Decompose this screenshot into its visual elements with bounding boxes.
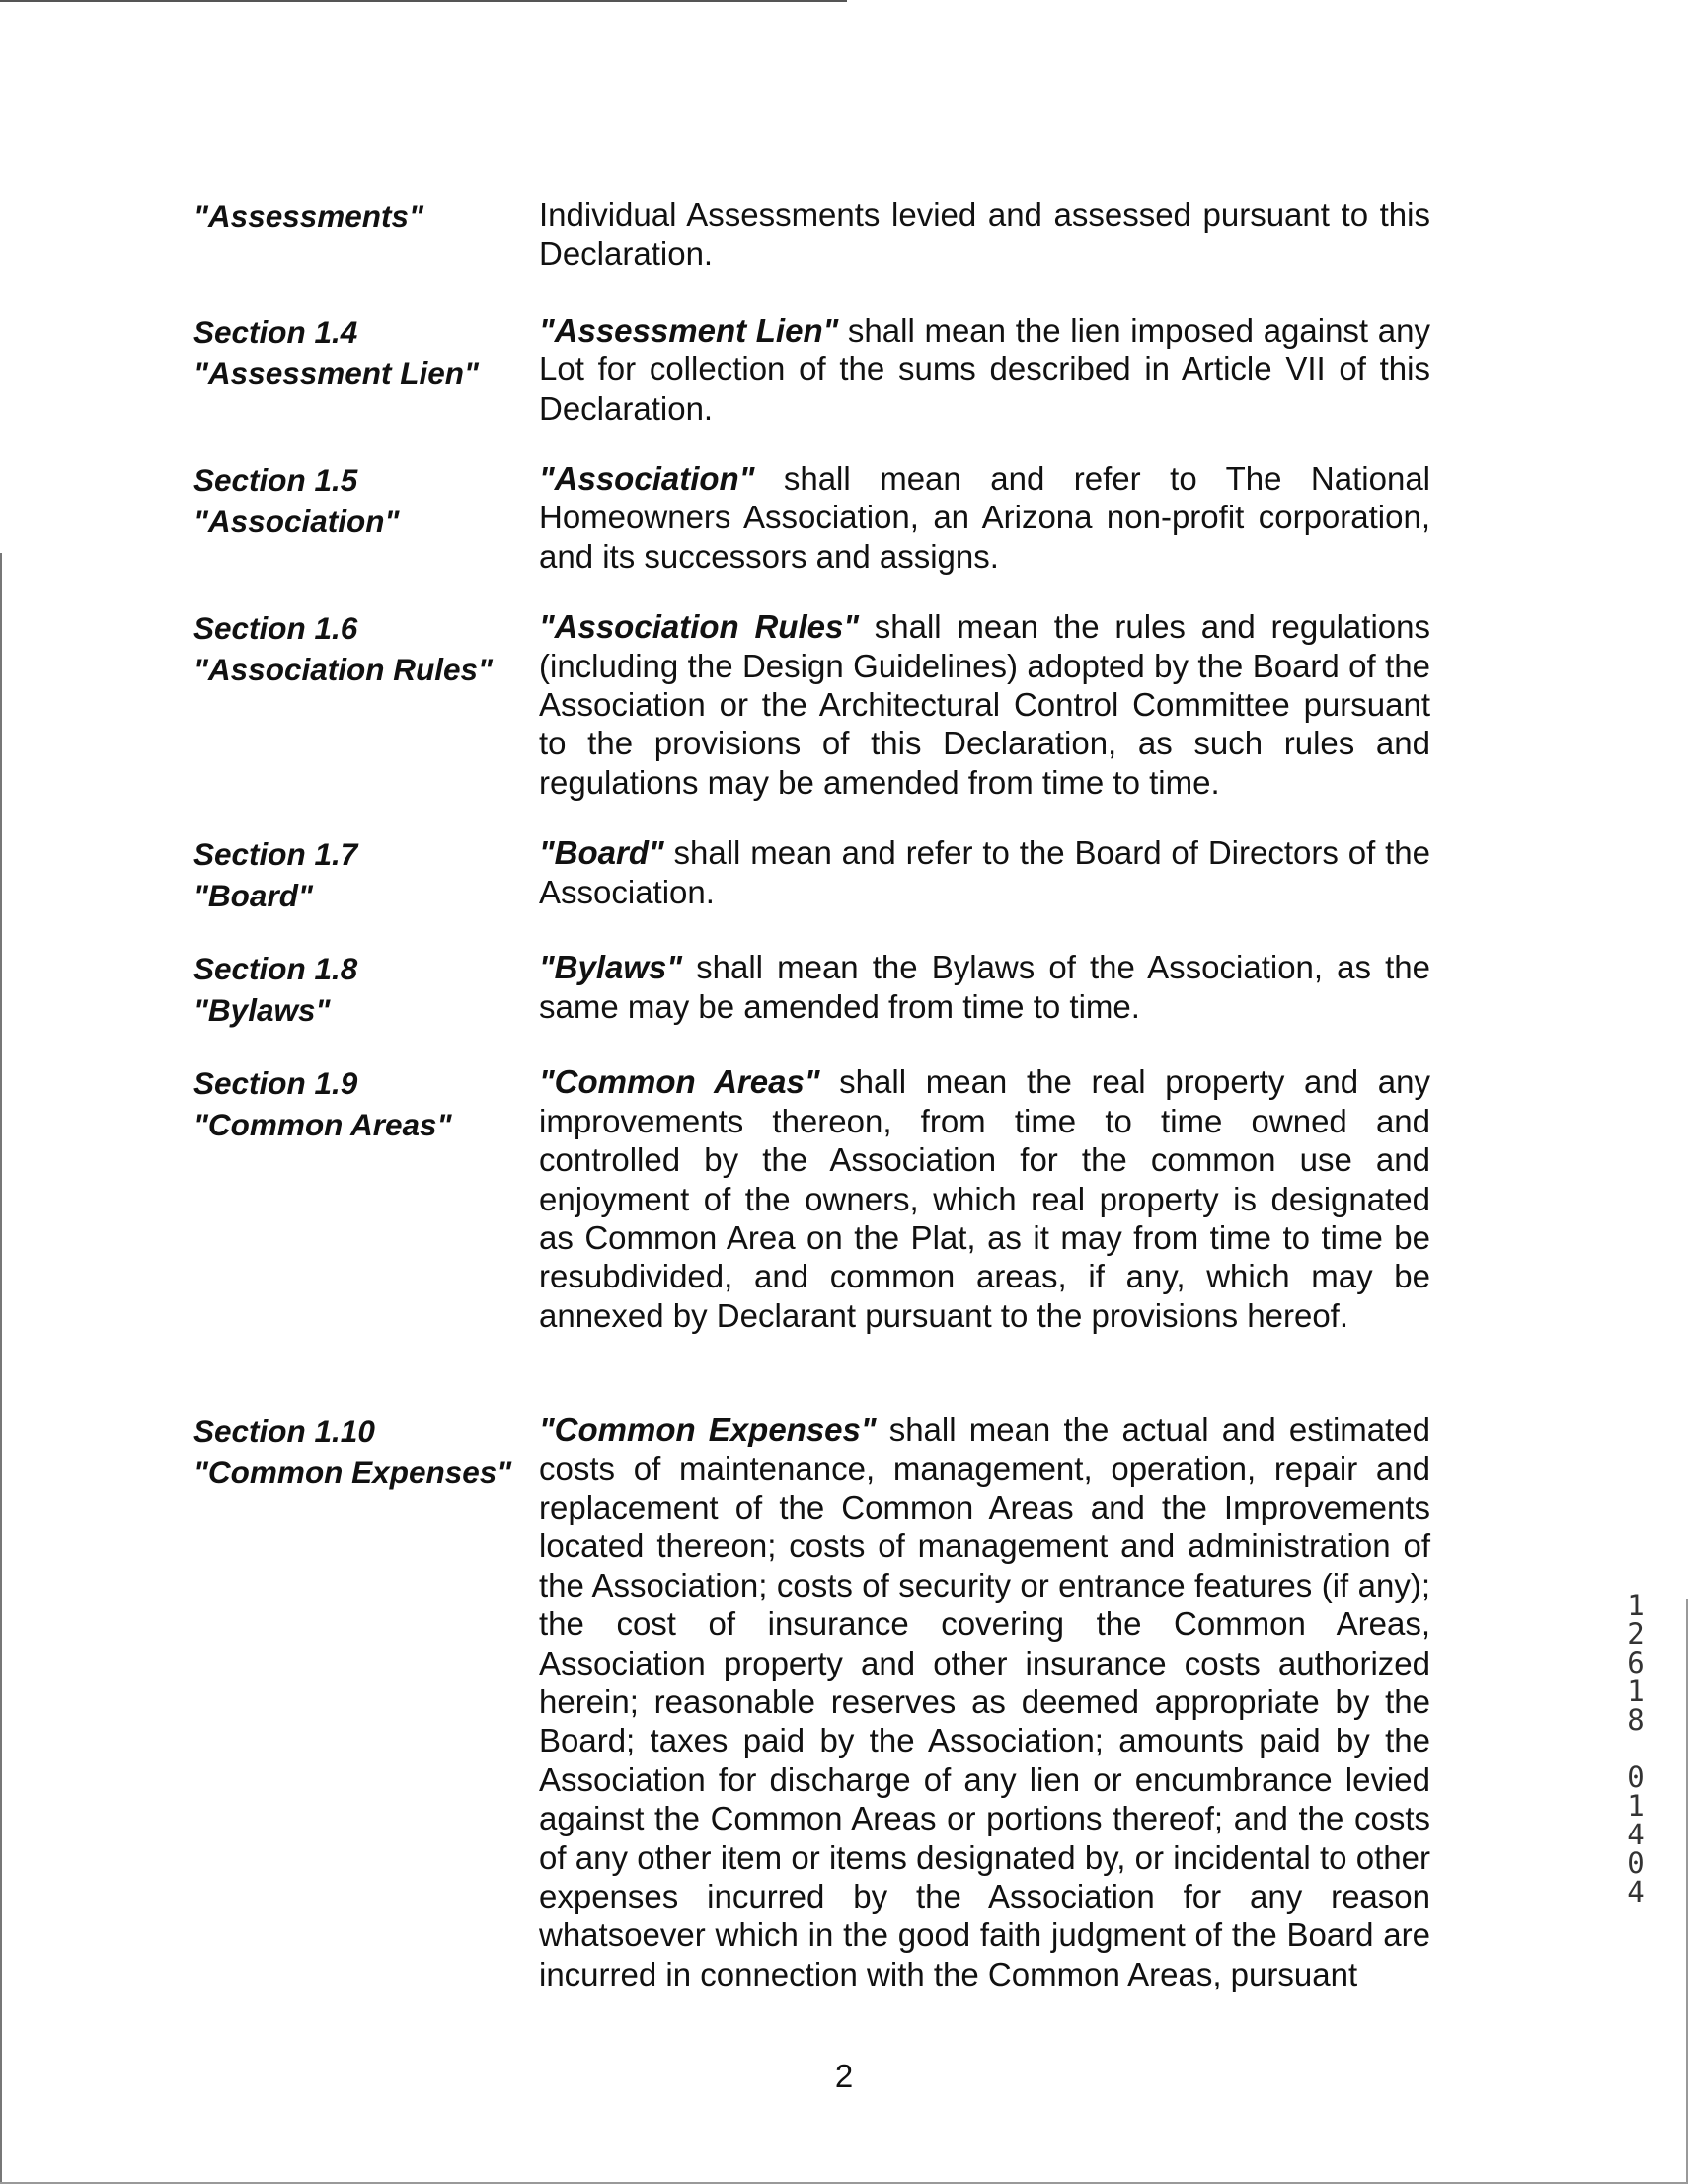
- definition-entry-board: [193, 833, 1437, 916]
- definition-term: "Common Expenses": [193, 1454, 512, 1491]
- definition-entry-assessment-lien: [193, 311, 1437, 428]
- definition-text: "Bylaws" shall mean the Bylaws of the Association, as the same may be amended from time to time.: [539, 949, 1430, 1025]
- section-number: Section 1.4: [193, 313, 358, 350]
- definition-entry-common-expenses: [193, 1410, 1437, 1993]
- scan-top-edge-line: [0, 0, 847, 2]
- definition-text: "Board" shall mean and refer to the Board of Directors of the Association.: [539, 834, 1430, 910]
- definition-term: "Common Areas": [193, 1107, 452, 1143]
- defined-term: "Association Rules": [539, 608, 859, 646]
- stamp-digit: 1: [1627, 1789, 1645, 1823]
- definition-text: "Association" shall mean and refer to The National Homeowners Association, an Arizona non-profit corporation, and its successors and assigns.: [539, 460, 1430, 575]
- definition-term: "Assessments": [193, 198, 423, 234]
- defined-term: "Association": [539, 460, 755, 498]
- definition-entry-association: [193, 459, 1437, 576]
- definition-term: "Bylaws": [193, 992, 331, 1029]
- definition-entry-association-rules: [193, 607, 1437, 802]
- definition-heading: [193, 459, 539, 542]
- defined-term: "Common Areas": [539, 1063, 820, 1101]
- definition-heading: [193, 195, 539, 237]
- section-number: Section 1.6: [193, 610, 358, 647]
- stamp-digit: 4: [1627, 1875, 1645, 1909]
- section-number: Section 1.9: [193, 1065, 358, 1102]
- definition-term: "Association Rules": [193, 652, 493, 688]
- definition-entry-assessments: [193, 195, 1437, 273]
- scan-left-edge-line: [0, 553, 2, 2184]
- definition-term: "Association": [193, 504, 400, 540]
- definition-entry-bylaws: [193, 948, 1437, 1031]
- definitions-list: [193, 195, 1437, 1993]
- stamp-digit: 1: [1627, 1675, 1645, 1708]
- defined-term: "Assessment Lien": [539, 311, 839, 349]
- definition-text: "Common Areas" shall mean the real property and any improvements thereon, from time to time owned and controlled by the Association for the common use and enjoyment of the owners, which real property is designated as Common Area on the Plat, as it may from time to time be resubdivided, and common areas, if any, which may be annexed by Declarant pursuant to the provisions hereof.: [539, 1063, 1430, 1334]
- definition-heading: [193, 607, 539, 690]
- page-number: 2: [834, 2058, 854, 2094]
- definition-text: Individual Assessments levied and assessed pursuant to this Declaration.: [539, 196, 1430, 273]
- definition-text: "Association Rules" shall mean the rules and regulations (including the Design Guidelines) adopted by the Board of the Association or the Architectural Control Committee pursuant to the provisions of this Declaration, as such rules and regulations may be amended from time to time.: [539, 608, 1430, 801]
- stamp-digit: 1: [1627, 1589, 1645, 1622]
- definition-entry-common-areas: [193, 1062, 1437, 1335]
- stamp-gap: [1621, 1735, 1650, 1763]
- section-number: Section 1.5: [193, 462, 358, 499]
- definition-text: "Assessment Lien" shall mean the lien imposed against any Lot for collection of the sums described in Article VII of this Declaration.: [539, 311, 1430, 427]
- defined-term: "Bylaws": [539, 949, 683, 986]
- stamp-digit: 8: [1627, 1703, 1645, 1737]
- definition-text: "Common Expenses" shall mean the actual and estimated costs of maintenance, management, operation, repair and replacement of the Common Areas and the Improvements located thereon; costs of management and administration of the Association; costs of security or entrance features (if any); the cost of insurance covering the Common Areas, Association property and other insurance costs authorized herein; reasonable reserves as deemed appropriate by the Board; taxes paid by the Association; amounts paid by the Association for discharge of any lien or encumbrance levied against the Common Areas or portions thereof; and the costs of any other item or items designated by, or incidental to other expenses incurred by the Association for any reason whatsoever which in the good faith judgment of the Board are incurred in connection with the Common Areas, pursuant: [539, 1411, 1430, 1992]
- section-number: Section 1.10: [193, 1413, 375, 1449]
- section-number: Section 1.7: [193, 836, 358, 873]
- stamp-digit: 2: [1627, 1617, 1645, 1651]
- section-number: Section 1.8: [193, 951, 358, 987]
- definition-heading: [193, 833, 539, 916]
- definition-heading: [193, 1062, 539, 1145]
- recording-stamp-number: [1621, 1589, 1650, 1909]
- stamp-digit: 0: [1627, 1760, 1645, 1794]
- defined-term: "Common Expenses": [539, 1411, 877, 1448]
- stamp-digit: 6: [1627, 1646, 1645, 1679]
- defined-term: "Board": [539, 834, 664, 872]
- definition-heading: [193, 948, 539, 1031]
- stamp-digit: 0: [1627, 1846, 1645, 1880]
- definition-term: "Assessment Lien": [193, 354, 479, 391]
- definition-term: "Board": [193, 878, 313, 914]
- definition-heading: [193, 1410, 539, 1493]
- definition-heading: [193, 311, 539, 394]
- stamp-digit: 4: [1627, 1818, 1645, 1851]
